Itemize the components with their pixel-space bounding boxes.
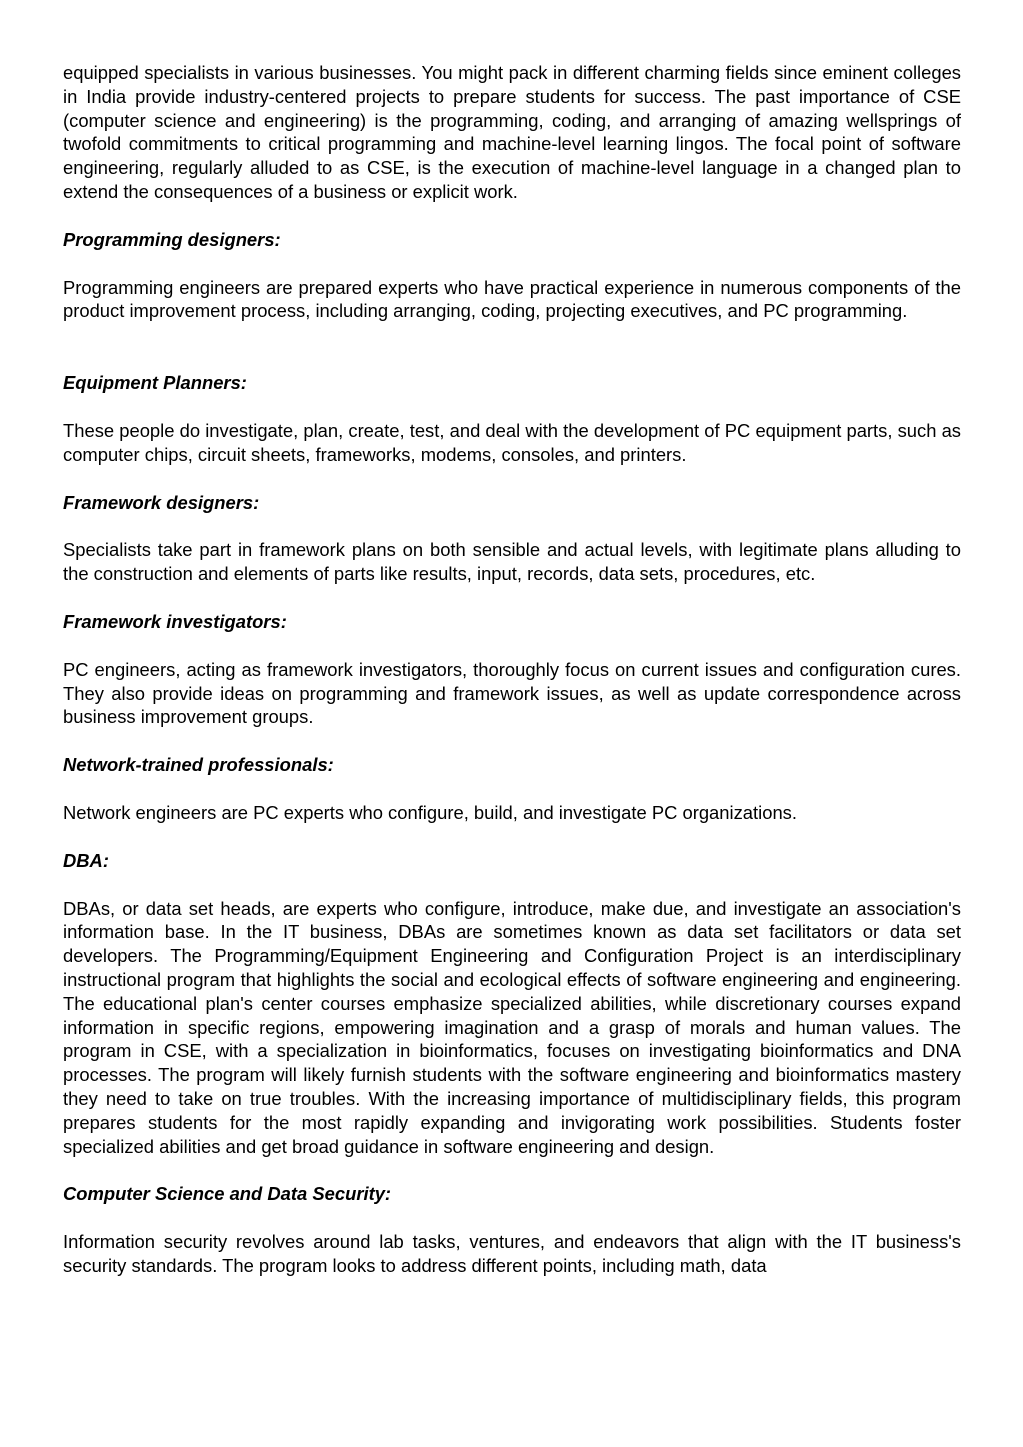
heading-equipment-planners: Equipment Planners:	[63, 372, 247, 394]
paragraph-data-security: Information security revolves around lab tasks, ventures, and endeavors that align with the IT business's security standards. The program looks to address different points, including math, data	[63, 1231, 961, 1276]
heading-network-professionals: Network-trained professionals:	[63, 754, 334, 776]
paragraph-framework-investigators: PC engineers, acting as framework investigators, thoroughly focus on current issues and configuration cures. They also provide ideas on programming and framework issues, as well as update correspondence across business improvement groups.	[63, 658, 961, 728]
paragraph-framework-designers: Specialists take part in framework plans on both sensible and actual levels, with legitimate plans alluding to the construction and elements of parts like results, input, records, data sets, procedures, etc.	[63, 539, 961, 585]
paragraph-dba: DBAs, or data set heads, are experts who configure, introduce, make due, and investigate an association's information base. In the IT business, DBAs are sometimes known as data set facilitators or data set developers. The Programming/Equipment Engineering and Configuration Project is an interdisciplinary instructional program that highlights the social and ecological effects of software engineering and engineering. The educational plan's center courses emphasize specialized abilities, while discretionary courses expand information in specific regions, empowering imagination and a grasp of morals and human values. The program in CSE, with a specialization in bioinformatics, focuses on investigating bioinformatics and DNA processes. The program will likely furnish students with the software engineering and bioinformatics mastery they need to take on true troubles. With the increasing importance of multidisciplinary fields, this program prepares students for the most rapidly expanding and invigorating work possibilities. Students foster specialized abilities and get broad guidance in software engineering and design.	[63, 897, 961, 1157]
document-page	[63, 61, 961, 1302]
heading-framework-designers: Framework designers:	[63, 491, 260, 513]
heading-framework-investigators: Framework investigators:	[63, 610, 287, 632]
heading-programming-designers: Programming designers:	[63, 228, 281, 250]
heading-data-security: Computer Science and Data Security:	[63, 1183, 392, 1205]
intro-paragraph: equipped specialists in various businesses. You might pack in different charming fields since eminent colleges in India provide industry-centered projects to prepare students for success. The past importance of CSE (computer science and engineering) is the programming, coding, and arranging of amazing wellsprings of twofold commitments to critical programming and machine-level learning lingos. The focal point of software engineering, regularly alluded to as CSE, is the execution of machine-level language in a changed plan to extend the consequences of a business or explicit work.	[63, 62, 961, 202]
paragraph-network-professionals: Network engineers are PC experts who configure, build, and investigate PC organizations.	[63, 801, 797, 823]
paragraph-equipment-planners: These people do investigate, plan, create, test, and deal with the development of PC equipment parts, such as computer chips, circuit sheets, frameworks, modems, consoles, and printers.	[63, 419, 961, 465]
heading-dba: DBA:	[63, 849, 109, 871]
paragraph-programming-designers: Programming engineers are prepared experts who have practical experience in numerous components of the product improvement process, including arranging, coding, projecting executives, and PC programming.	[63, 276, 961, 322]
